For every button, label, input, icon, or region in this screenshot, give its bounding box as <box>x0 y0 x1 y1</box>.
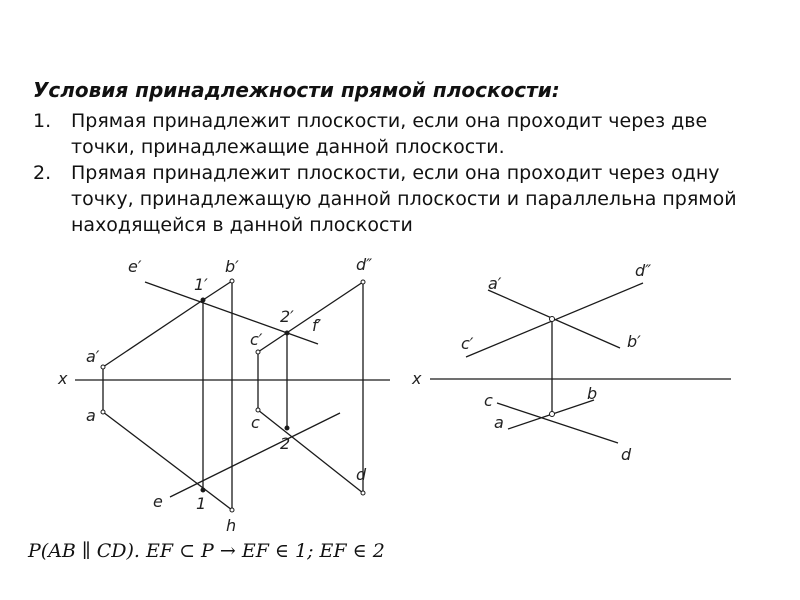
condition-number: 1. <box>33 110 52 132</box>
point <box>550 412 555 417</box>
label: 1 <box>196 494 207 513</box>
condition-number: 2. <box>33 162 52 184</box>
point <box>550 317 555 322</box>
right-diagram <box>430 283 731 443</box>
point <box>101 365 105 369</box>
right-labels <box>411 261 651 464</box>
label: c <box>251 413 260 432</box>
label: d <box>356 465 367 484</box>
label: a <box>86 406 96 425</box>
left-labels <box>57 255 372 535</box>
formula: P(AB ∥ CD). EF ⊂ P → EF ∈ 1; EF ∈ 2 <box>28 540 385 562</box>
point <box>201 488 205 492</box>
label: x <box>412 369 422 388</box>
label: e <box>153 492 163 511</box>
line-c-d <box>497 403 618 443</box>
line-a-b <box>103 412 232 510</box>
label: 1′ <box>194 275 208 294</box>
label: e′ <box>128 257 142 276</box>
point <box>101 410 105 414</box>
condition-text: Прямая принадлежит плоскости, если она проходит через одну точку, принадлежащую данной плоскости и параллельна прямой находящейся в данной плоскости <box>71 162 737 236</box>
point <box>361 280 365 284</box>
label: b <box>587 384 598 403</box>
label: 2 <box>280 434 291 453</box>
point <box>256 408 260 412</box>
label: c′ <box>461 334 474 353</box>
label: a <box>494 413 504 432</box>
point <box>256 350 260 354</box>
label: f′ <box>312 316 322 335</box>
label: 2′ <box>280 307 294 326</box>
label: b′ <box>627 332 641 351</box>
point <box>230 508 234 512</box>
label: c′ <box>250 330 263 349</box>
point <box>285 331 289 335</box>
label: d″ <box>356 255 373 274</box>
point <box>361 491 365 495</box>
label: a′ <box>488 274 502 293</box>
slide-title: Условия принадлежности прямой плоскости: <box>33 78 560 102</box>
line-c-d <box>258 410 363 493</box>
line-a1-prime <box>103 300 203 367</box>
label: c <box>484 391 493 410</box>
label: h <box>226 516 237 535</box>
label: b′ <box>225 257 239 276</box>
left-diagram <box>75 281 390 510</box>
condition-text: Прямая принадлежит плоскости, если она проходит через две точки, принадлежащие данной плоскости. <box>71 110 708 158</box>
label: d <box>621 445 632 464</box>
label: d″ <box>635 261 652 280</box>
label: a′ <box>86 347 100 366</box>
point <box>201 298 205 302</box>
point <box>285 426 289 430</box>
label: x <box>58 369 68 388</box>
point <box>230 279 234 283</box>
